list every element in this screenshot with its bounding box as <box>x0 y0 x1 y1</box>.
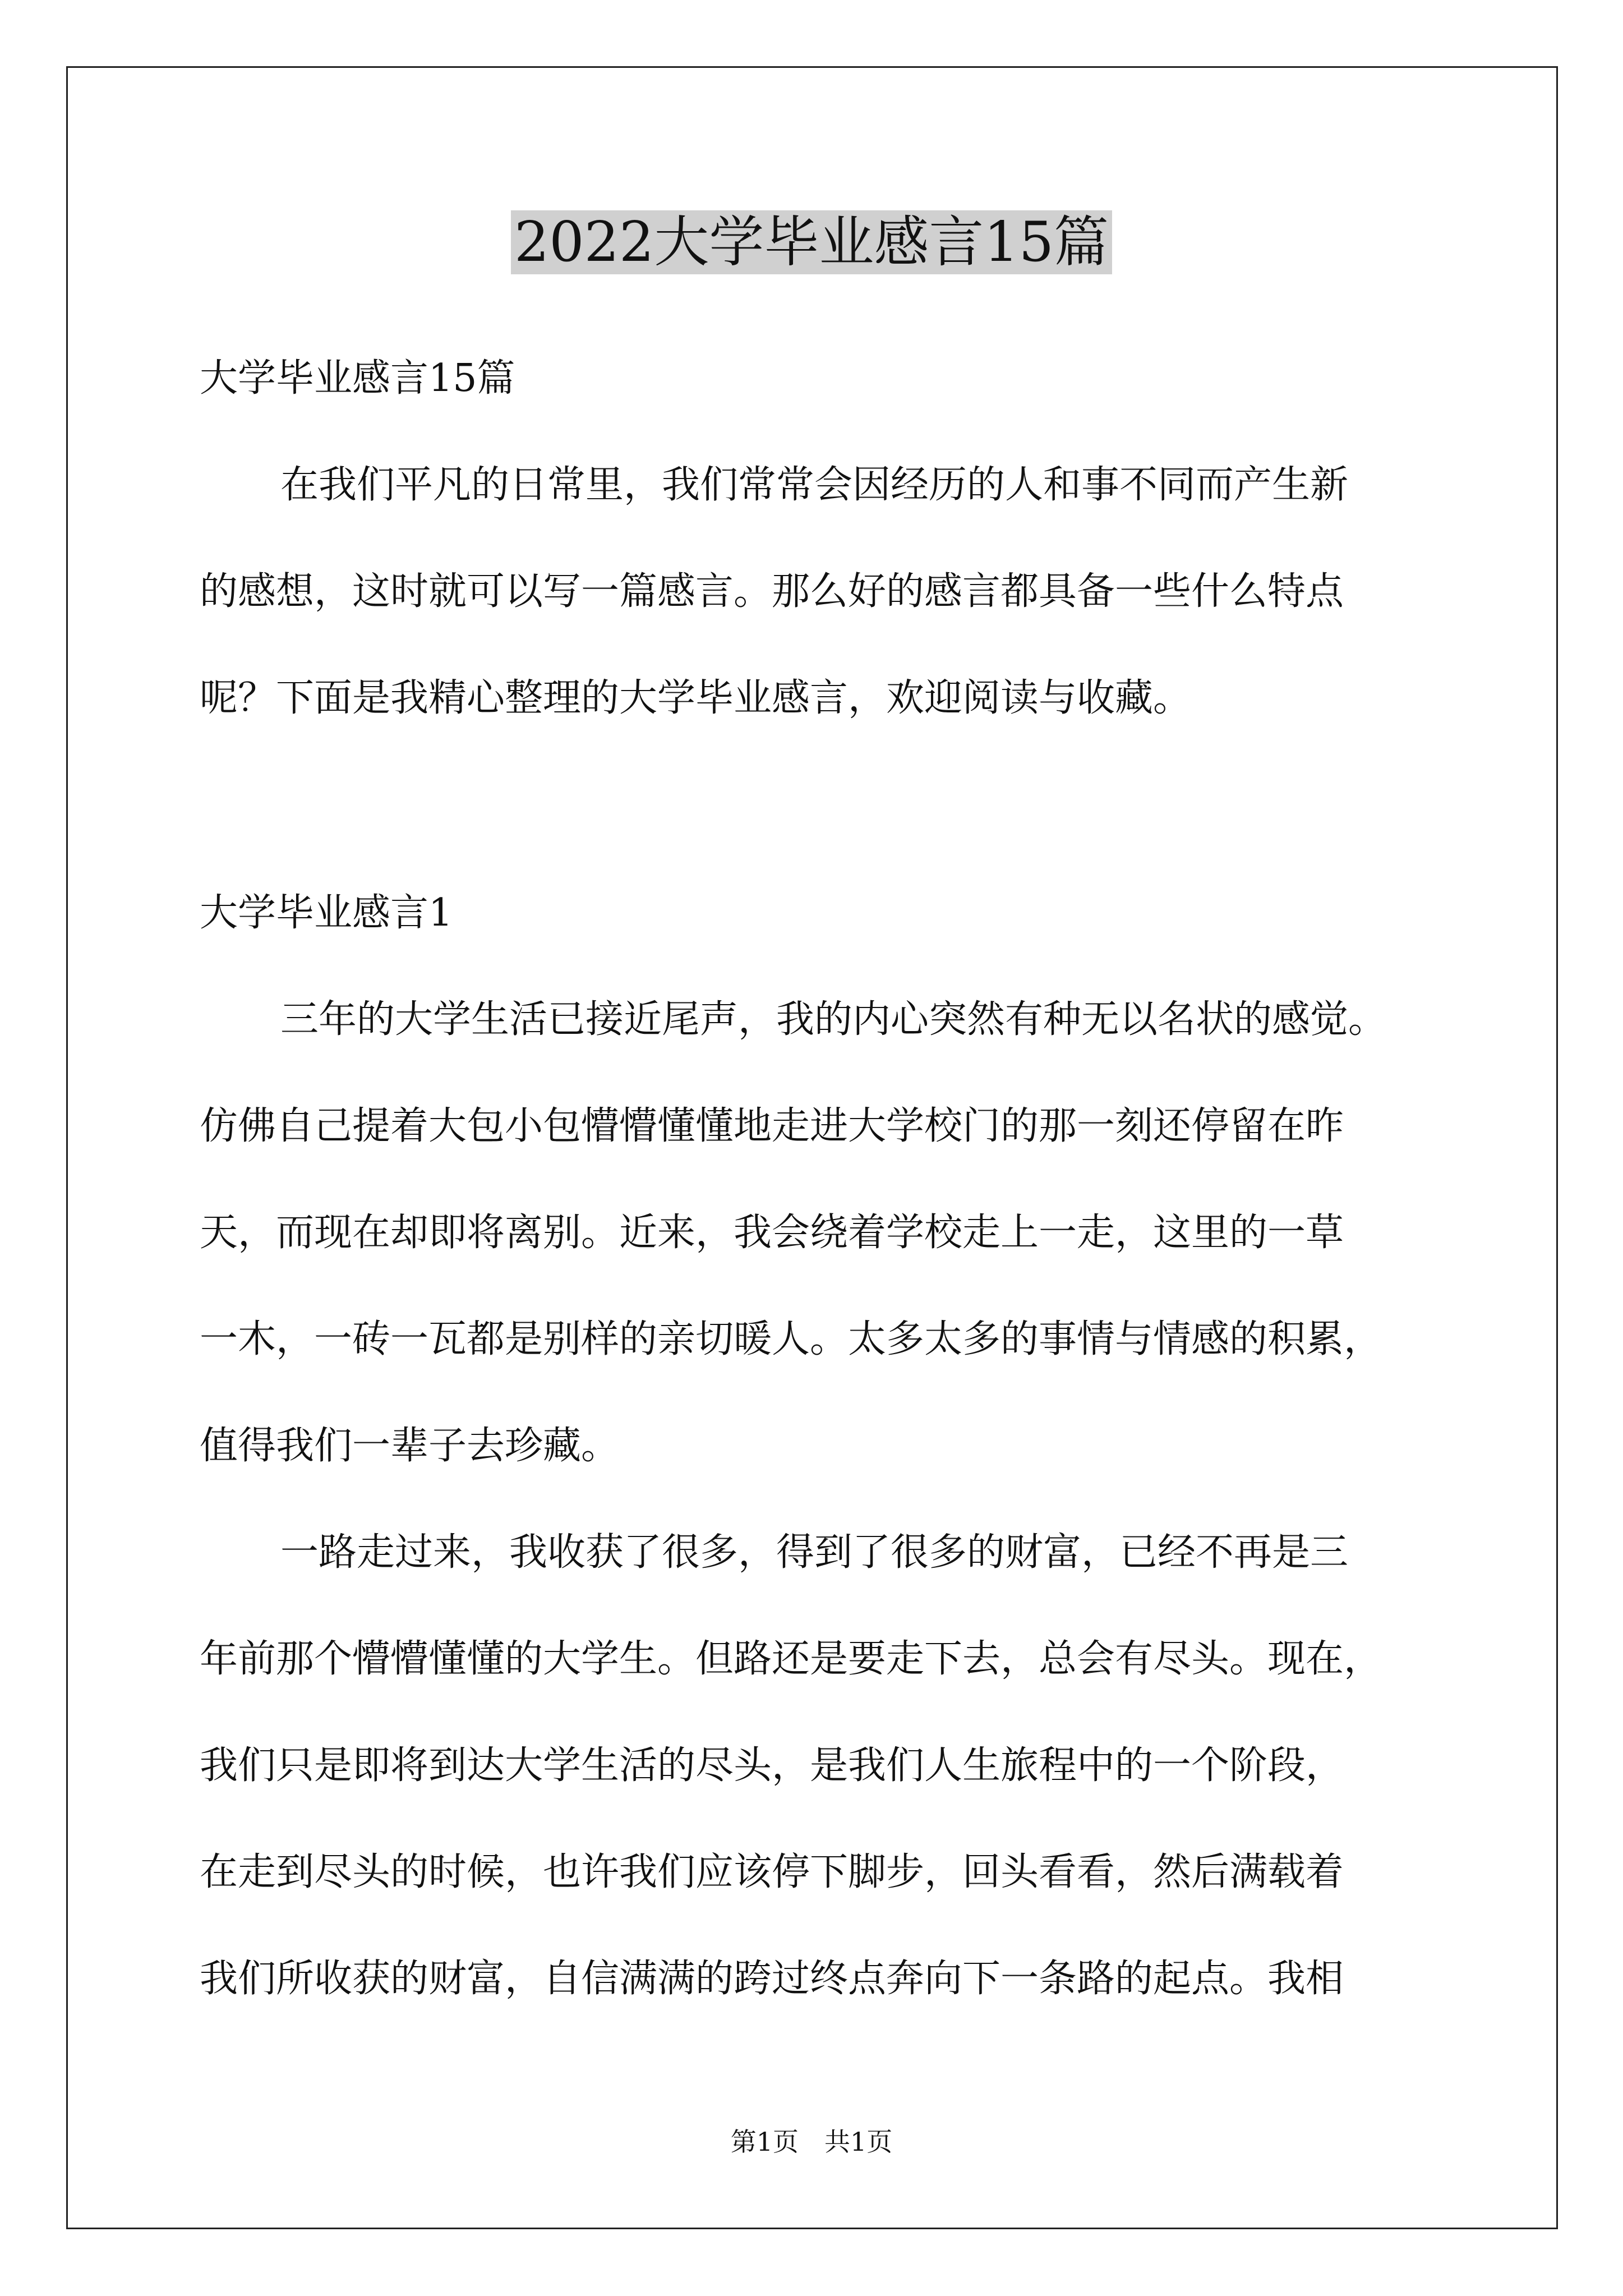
section-heading-1: 大学毕业感言1 <box>200 891 453 935</box>
para2-line-2: 年前那个懵懵懂懂的大学生。但路还是要走下去，总会有尽头。现在， <box>200 1637 1382 1681</box>
page-footer: 第1页 共1页 <box>730 2127 893 2157</box>
intro-line-3: 呢？下面是我精心整理的大学毕业感言，欢迎阅读与收藏。 <box>200 676 1192 720</box>
para2-line-1: 一路走过来，我收获了很多，得到了很多的财富，已经不再是三 <box>280 1530 1349 1575</box>
document-title: 2022大学毕业感言15篇 <box>0 203 1623 282</box>
subtitle: 大学毕业感言15篇 <box>200 356 515 401</box>
para1-line-5: 值得我们一辈子去珍藏。 <box>200 1424 620 1468</box>
para2-line-3: 我们只是即将到达大学生活的尽头，是我们人生旅程中的一个阶段， <box>200 1743 1344 1788</box>
para2-line-4: 在走到尽头的时候，也许我们应该停下脚步，回头看看，然后满载着 <box>200 1850 1344 1894</box>
para1-line-4: 一木，一砖一瓦都是别样的亲切暖人。太多太多的事情与情感的积累， <box>200 1317 1382 1361</box>
intro-line-1: 在我们平凡的日常里，我们常常会因经历的人和事不同而产生新 <box>280 463 1349 507</box>
para2-line-5: 我们所收获的财富，自信满满的跨过终点奔向下一条路的起点。我相 <box>200 1957 1344 2001</box>
intro-line-2: 的感想，这时就可以写一篇感言。那么好的感言都具备一些什么特点 <box>200 569 1344 614</box>
para1-line-2: 仿佛自己提着大包小包懵懵懂懂地走进大学校门的那一刻还停留在昨 <box>200 1104 1344 1148</box>
para1-line-1: 三年的大学生活已接近尾声，我的内心突然有种无以名状的感觉。 <box>280 997 1387 1042</box>
para1-line-3: 天，而现在却即将离别。近来，我会绕着学校走上一走，这里的一草 <box>200 1211 1344 1255</box>
